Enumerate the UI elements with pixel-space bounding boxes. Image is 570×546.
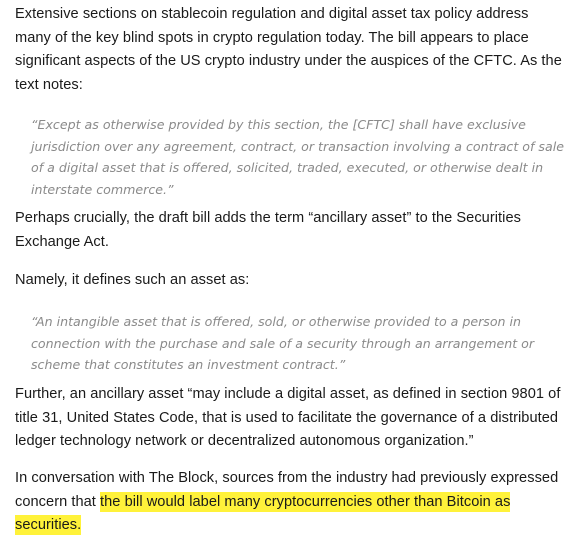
paragraph-digital-asset-governance: Further, an ancillary asset “may include a digital asset, as defined in section 9801 of title 31, United States Code, that is used to facilitate the governance of a distributed ledger technology network or decentralized autonomous organization.” [15, 386, 561, 449]
paragraph-ancillary-asset: Perhaps crucially, the draft bill adds the term “ancillary asset” to the Securities Exchange Act. [15, 210, 521, 250]
blockquote-ancillary-definition: “An intangible asset that is offered, sold, or otherwise provided to a person in connection with the purchase and sale of a security through an arrangement or scheme that constitutes an investment contract.” [31, 314, 535, 372]
paragraph-definition-intro: Namely, it defines such an asset as: [15, 272, 250, 288]
paragraph-cftc-intro: Extensive sections on stablecoin regulation and digital asset tax policy address many of the key blind spots in crypto regulation today. The bill appears to place significant aspects of the US crypto industry under the auspices of the CFTC. As the text notes: [15, 6, 562, 93]
paragraph-industry-concern [15, 467, 565, 538]
highlighted-text: the bill would label many cryptocurrencies other than Bitcoin as securities. [15, 493, 511, 533]
blockquote-cftc-jurisdiction: “Except as otherwise provided by this section, the [CFTC] shall have exclusive jurisdiction over any agreement, contract, or transaction involving a contract of sale of a digital asset that is offered, solicited, traded, executed, or otherwise dealt in interstate commerce.” [31, 117, 564, 197]
paragraph-plain-text: In conversation with The Block, sources from the industry had previously expressed concern that [15, 470, 559, 510]
